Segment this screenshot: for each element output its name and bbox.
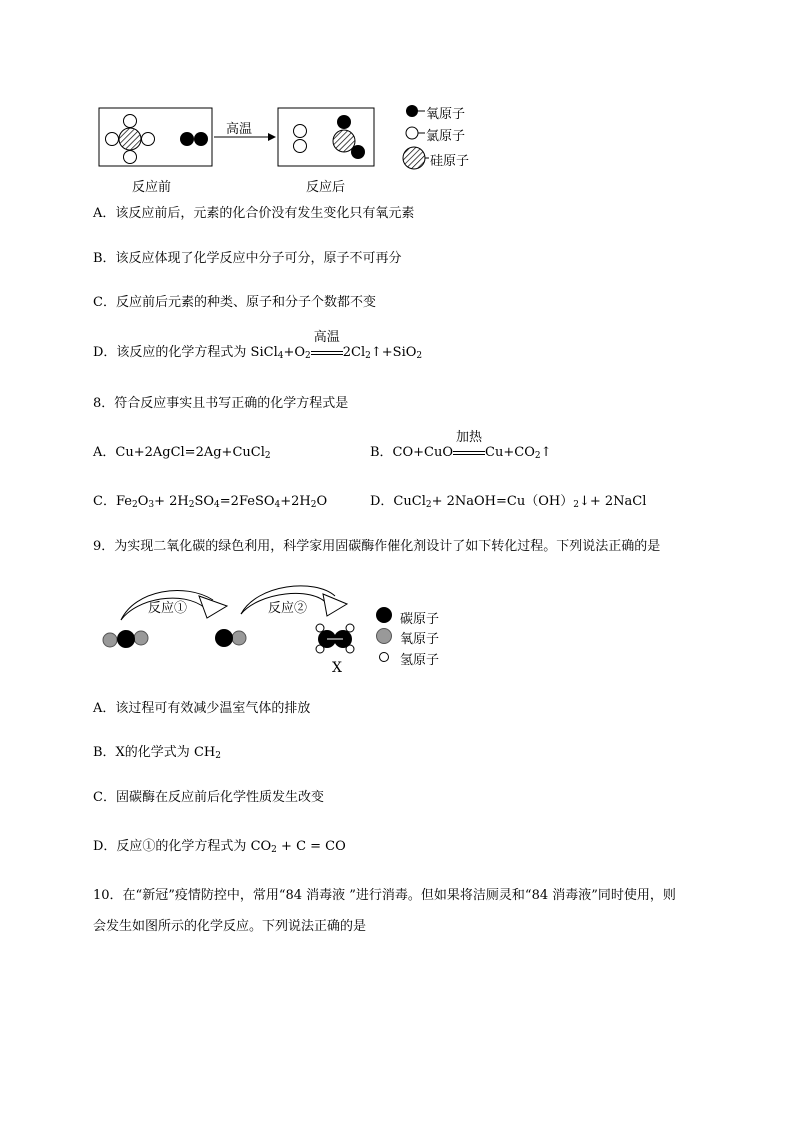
q10-stem-line2: 会发生如图所示的化学反应。下列说法正确的是 — [93, 919, 367, 934]
o-atom — [180, 132, 194, 146]
co-c-atom — [215, 629, 233, 647]
q9-option-a: A．该过程可有效减少温室气体的排放 — [93, 701, 311, 716]
co-o-atom — [232, 631, 246, 645]
legend-si-icon — [403, 147, 425, 169]
q7-option-b: B．该反应体现了化学反应中分子可分，原子不可再分 — [93, 251, 402, 266]
legend-o2-label: 氧原子 — [400, 632, 440, 647]
co2-o-atom — [134, 631, 148, 645]
legend-cl-label: 氯原子 — [426, 129, 466, 144]
o-atom — [351, 145, 365, 159]
q9-stem: 9．为实现二氧化碳的绿色利用，科学家用固碳酶作催化剂设计了如下转化过程。下列说法正确的是 — [93, 539, 661, 554]
legend-cl-icon — [406, 127, 418, 139]
legend-o2-icon — [377, 629, 392, 644]
co2-c-atom — [117, 630, 135, 648]
legend-o-label: 氧原子 — [426, 107, 466, 122]
q7-option-d: D．该反应的化学方程式为 $SiCl_4+O_2$ 高温 $2Cl_2↑+SiO_2$ — [93, 330, 423, 361]
legend-si-label: 硅原子 — [430, 154, 470, 169]
cl-atom — [124, 115, 137, 128]
q10-stem-line1: 10．在“新冠”疫情防控中，常用“84 消毒液 ”进行消毒。但如果将洁厕灵和“84 消毒液”同时使用，则 — [93, 888, 676, 903]
o-atom — [194, 132, 208, 146]
o-atom — [337, 115, 351, 129]
q7-after-label: 反应后 — [306, 180, 346, 195]
reaction-condition: 高温 — [311, 344, 343, 362]
q7-before-label: 反应前 — [132, 180, 172, 195]
q7-condition-label: 高温 — [226, 122, 253, 137]
cl-atom — [124, 151, 137, 164]
x-h-atom — [346, 624, 354, 632]
si-atom — [333, 130, 355, 152]
q9-option-c: C．固碳酶在反应前后化学性质发生改变 — [93, 790, 324, 805]
q9-option-d: D．反应①的化学方程式为 $CO_2 + C$ = CO — [93, 839, 346, 855]
cl-atom — [294, 125, 307, 138]
q8-option-b: B．CO+CuO 加热 $Cu+CO_2↑$ — [370, 430, 552, 461]
x-h-atom — [316, 624, 324, 632]
x-label: X — [332, 660, 342, 676]
q7-option-c: C．反应前后元素的种类、原子和分子个数都不变 — [93, 295, 376, 310]
reaction-2-label: 反应② — [268, 601, 308, 616]
q8-option-a: A．Cu+2AgCl=2Ag+CuCl$_2$ — [93, 445, 271, 461]
cl-atom — [294, 140, 307, 153]
cl-atom — [142, 133, 155, 146]
reaction-condition: 加热 — [453, 444, 485, 462]
legend-h-icon — [380, 653, 389, 662]
q9-option-b: B．X的化学式为 $CH_2$ — [93, 745, 221, 761]
q8-stem: 8．符合反应事实且书写正确的化学方程式是 — [93, 396, 349, 411]
legend-h-label: 氢原子 — [400, 653, 440, 668]
legend-c-label: 碳原子 — [400, 612, 440, 627]
legend-c-icon — [376, 607, 392, 623]
co2-o-atom — [103, 633, 117, 647]
q7-option-a: A．该反应前后，元素的化合价没有发生变化只有氧元素 — [93, 206, 415, 221]
si-atom — [119, 128, 141, 150]
legend-o-icon — [406, 105, 418, 117]
q8-option-d: D．CuCl$_2$+ $2NaOH=Cu(OH)_2↓+$ 2NaCl — [370, 494, 647, 510]
reaction-1-label: 反应① — [148, 601, 188, 616]
q8-option-c: C．$Fe_2O_3+$ $2H_2SO_4=2FeSO_4+2H_2O$ — [93, 494, 328, 510]
cl-atom — [106, 133, 119, 146]
